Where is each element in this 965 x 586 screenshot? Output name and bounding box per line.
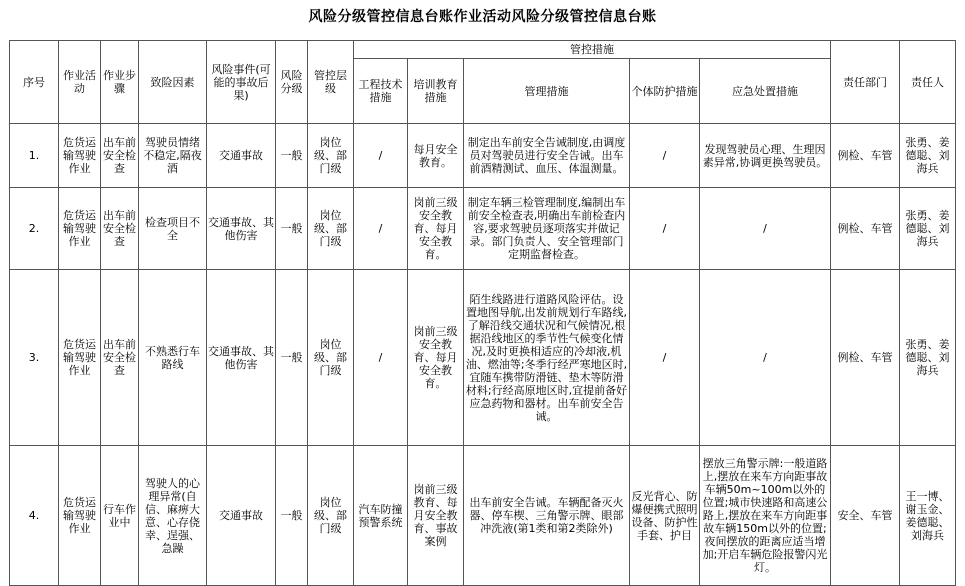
cell-person: 王一博、谢玉金、姜德聪、刘海兵	[900, 446, 956, 586]
cell-management: 出车前安全告诫。车辆配备灭火器、停车楔、三角警示牌、眼部冲洗液(第1类和第2类除外)	[464, 446, 630, 586]
header-cause: 致险因素	[139, 41, 207, 124]
cell-ppe: /	[630, 124, 700, 188]
cell-ppe: /	[630, 270, 700, 446]
cell-emergency: /	[700, 270, 831, 446]
cell-management: 制定出车前安全告诫制度,由调度员对驾驶员进行安全告诫。出车前酒精测试、血压、体温测量。	[464, 124, 630, 188]
table-row	[10, 446, 956, 586]
cell-ppe: /	[630, 188, 700, 270]
cell-step: 出车前安全检查	[101, 188, 139, 270]
cell-person: 张勇、姜德聪、刘海兵	[900, 188, 956, 270]
cell-management: 制定车辆三检管理制度,编制出车前安全检查表,明确出车前检查内容,要求驾驶员逐项落实并做记录。部门负责人、安全管理部门定期监督检查。	[464, 188, 630, 270]
header-ppe: 个体防护措施	[630, 59, 700, 124]
cell-step: 出车前安全检查	[101, 270, 139, 446]
header-control-level: 管控层级	[308, 41, 354, 124]
cell-training: 每月安全教育。	[408, 124, 464, 188]
cell-level: 一般	[276, 446, 308, 586]
cell-dept: 例检、车管	[831, 270, 900, 446]
cell-tech: 汽车防撞预警系统	[354, 446, 408, 586]
cell-no: 4.	[10, 446, 59, 586]
cell-control-level: 岗位级、部门级	[308, 446, 354, 586]
cell-emergency: /	[700, 188, 831, 270]
cell-cause: 驾驶员情绪不稳定,隔夜酒	[139, 124, 207, 188]
cell-tech: /	[354, 270, 408, 446]
header-measures: 管控措施	[354, 41, 831, 59]
cell-no: 3.	[10, 270, 59, 446]
table-row	[10, 188, 956, 270]
header-management: 管理措施	[464, 59, 630, 124]
header-event: 风险事件(可能的事故后果)	[207, 41, 276, 124]
cell-event: 交通事故、其他伤害	[207, 270, 276, 446]
header-level: 风险分级	[276, 41, 308, 124]
cell-training: 岗前三级教育、每月安全教育、事故案例	[408, 446, 464, 586]
cell-event: 交通事故	[207, 446, 276, 586]
header-step: 作业步骤	[101, 41, 139, 124]
cell-training: 岗前三级安全教育、每月安全教育。	[408, 270, 464, 446]
cell-person: 张勇、姜德聪、刘海兵	[900, 270, 956, 446]
cell-training: 岗前三级安全教育、每月安全教育。	[408, 188, 464, 270]
cell-control-level: 岗位级、部门级	[308, 188, 354, 270]
risk-ledger-table	[9, 40, 956, 586]
cell-event: 交通事故、其他伤害	[207, 188, 276, 270]
cell-activity: 危货运输驾驶作业	[59, 188, 101, 270]
header-training: 培训教育措施	[408, 59, 464, 124]
cell-cause: 检查项目不全	[139, 188, 207, 270]
cell-dept: 安全、车管	[831, 446, 900, 586]
table-row	[10, 124, 956, 188]
cell-ppe: 反光背心、防爆便携式照明设备、防护性手套、护目	[630, 446, 700, 586]
header-tech: 工程技术措施	[354, 59, 408, 124]
cell-level: 一般	[276, 124, 308, 188]
cell-control-level: 岗位级、部门级	[308, 270, 354, 446]
cell-tech: /	[354, 188, 408, 270]
cell-dept: 例检、车管	[831, 124, 900, 188]
cell-person: 张勇、姜德聪、刘海兵	[900, 124, 956, 188]
header-row-top	[10, 41, 956, 59]
header-activity: 作业活动	[59, 41, 101, 124]
cell-step: 行车作业中	[101, 446, 139, 586]
cell-cause: 驾驶人的心理异常(自信、麻痹大意、心存侥幸、逞强、急躁	[139, 446, 207, 586]
header-dept: 责任部门	[831, 41, 900, 124]
header-no: 序号	[10, 41, 59, 124]
cell-activity: 危货运输驾驶作业	[59, 124, 101, 188]
cell-cause: 不熟悉行车路线	[139, 270, 207, 446]
cell-control-level: 岗位级、部门级	[308, 124, 354, 188]
cell-tech: /	[354, 124, 408, 188]
cell-level: 一般	[276, 188, 308, 270]
cell-dept: 例检、车管	[831, 188, 900, 270]
cell-no: 1.	[10, 124, 59, 188]
header-emergency: 应急处置措施	[700, 59, 831, 124]
cell-emergency: 摆放三角警示牌:一般道路上,摆放在来车方向距事故车辆50m~100m以外的位置;城市快速路和高速公路上,摆放在来车方向距事故车辆150m以外的位置;夜间摆放的距离应适当增加;开启车辆危险报警闪光灯。	[700, 446, 831, 586]
cell-step: 出车前安全检查	[101, 124, 139, 188]
cell-activity: 危货运输驾驶作业	[59, 446, 101, 586]
cell-level: 一般	[276, 270, 308, 446]
cell-management: 陌生线路进行道路风险评估。设置地图导航,出发前规划行车路线,了解沿线交通状况和气候情况,根据沿线地区的季节性气候变化情况,及时更换相适应的冷却液,机油、燃油等;冬季行经严寒地区时,宜随车携带防滑链、垫木等防滑材料;行经高原地区时,宜提前备好应急药物和器材。出车前安全告诫。	[464, 270, 630, 446]
cell-no: 2.	[10, 188, 59, 270]
cell-event: 交通事故	[207, 124, 276, 188]
cell-emergency: 发现驾驶员心理、生理因素异常,协调更换驾驶员。	[700, 124, 831, 188]
cell-activity: 危货运输驾驶作业	[59, 270, 101, 446]
table-row	[10, 270, 956, 446]
page-title: 风险分级管控信息台账作业活动风险分级管控信息台账	[308, 9, 657, 25]
header-person: 责任人	[900, 41, 956, 124]
